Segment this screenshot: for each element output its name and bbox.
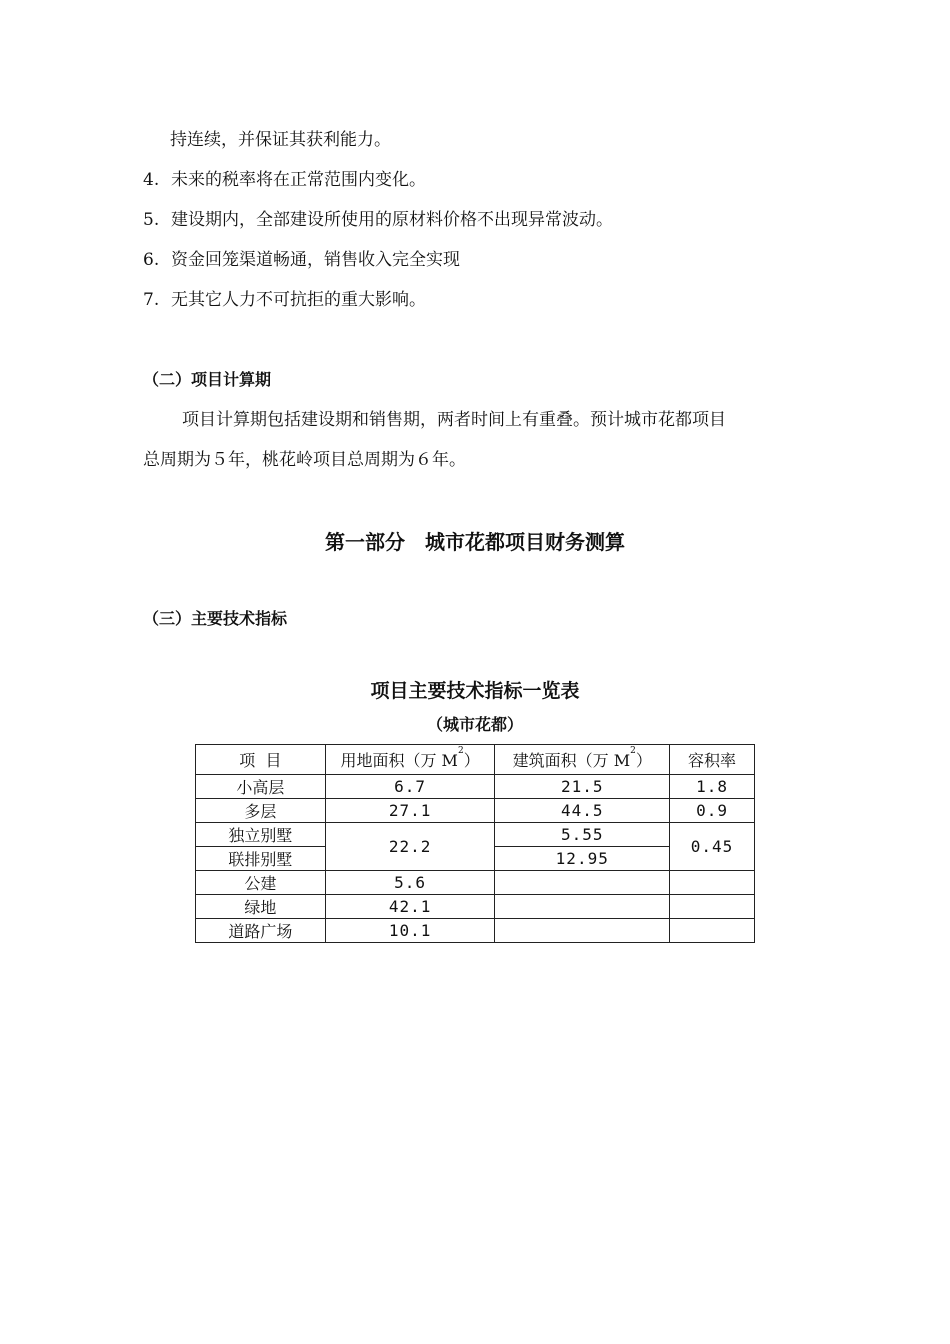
cell-building-area: 12.95 bbox=[495, 847, 670, 871]
cell-item: 多层 bbox=[196, 799, 326, 823]
cell-land-area: 5.6 bbox=[325, 871, 495, 895]
list-number: 4. bbox=[143, 170, 160, 190]
cell-plot-ratio: 1.8 bbox=[670, 775, 755, 799]
cell-plot-ratio-merged: 0.45 bbox=[670, 823, 755, 871]
list-item bbox=[143, 209, 613, 231]
table-title: 项目主要技术指标一览表 bbox=[370, 680, 580, 702]
table-row bbox=[196, 919, 755, 943]
cell-building-area bbox=[495, 919, 670, 943]
cell-plot-ratio bbox=[670, 919, 755, 943]
table-row bbox=[196, 799, 755, 823]
cell-item: 小高层 bbox=[196, 775, 326, 799]
list-number: 5. bbox=[143, 210, 160, 230]
list-text: 未来的税率将在正常范围内变化。 bbox=[171, 170, 426, 190]
table-row bbox=[196, 775, 755, 799]
cell-land-area-merged: 22.2 bbox=[325, 823, 495, 871]
cell-plot-ratio bbox=[670, 871, 755, 895]
list-number: 6. bbox=[143, 250, 160, 270]
table-row bbox=[196, 871, 755, 895]
header-item: 项 目 bbox=[196, 745, 326, 775]
cell-building-area: 5.55 bbox=[495, 823, 670, 847]
table-row bbox=[196, 895, 755, 919]
list-item bbox=[143, 169, 426, 191]
period-paragraph-line1: 项目计算期包括建设期和销售期，两者时间上有重叠。预计城市花都项目 bbox=[182, 410, 726, 430]
cell-land-area: 42.1 bbox=[325, 895, 495, 919]
table-header-row bbox=[196, 745, 755, 775]
header-building-area: 建筑面积（万 $M^2$） bbox=[495, 745, 670, 775]
tech-indicators-table bbox=[195, 744, 755, 943]
cell-building-area: 21.5 bbox=[495, 775, 670, 799]
cell-land-area: 10.1 bbox=[325, 919, 495, 943]
table-row bbox=[196, 823, 755, 847]
cell-item: 道路广场 bbox=[196, 919, 326, 943]
cell-plot-ratio bbox=[670, 895, 755, 919]
period-heading: （二）项目计算期 bbox=[143, 370, 272, 389]
list-item bbox=[143, 289, 426, 311]
cell-plot-ratio: 0.9 bbox=[670, 799, 755, 823]
list-number: 7. bbox=[143, 290, 160, 310]
period-paragraph-line2: 总周期为５年，桃花岭项目总周期为６年。 bbox=[143, 450, 466, 470]
cell-land-area: 6.7 bbox=[325, 775, 495, 799]
cell-item: 绿地 bbox=[196, 895, 326, 919]
header-land-area: 用地面积（万 $M^2$） bbox=[325, 745, 495, 775]
header-plot-ratio: 容积率 bbox=[670, 745, 755, 775]
table-subtitle: （城市花都） bbox=[426, 715, 523, 734]
part-title: 第一部分 城市花都项目财务测算 bbox=[325, 530, 625, 554]
tech-heading: （三）主要技术指标 bbox=[143, 609, 288, 628]
cell-land-area: 27.1 bbox=[325, 799, 495, 823]
list-text: 建设期内，全部建设所使用的原材料价格不出现异常波动。 bbox=[171, 210, 613, 230]
cell-item: 独立别墅 bbox=[196, 823, 326, 847]
cell-building-area bbox=[495, 895, 670, 919]
cell-item: 联排别墅 bbox=[196, 847, 326, 871]
continued-text: 持连续，并保证其获利能力。 bbox=[170, 130, 391, 150]
list-text: 无其它人力不可抗拒的重大影响。 bbox=[171, 290, 426, 310]
cell-building-area bbox=[495, 871, 670, 895]
cell-building-area: 44.5 bbox=[495, 799, 670, 823]
list-item bbox=[143, 249, 460, 271]
list-text: 资金回笼渠道畅通，销售收入完全实现 bbox=[171, 250, 460, 270]
cell-item: 公建 bbox=[196, 871, 326, 895]
